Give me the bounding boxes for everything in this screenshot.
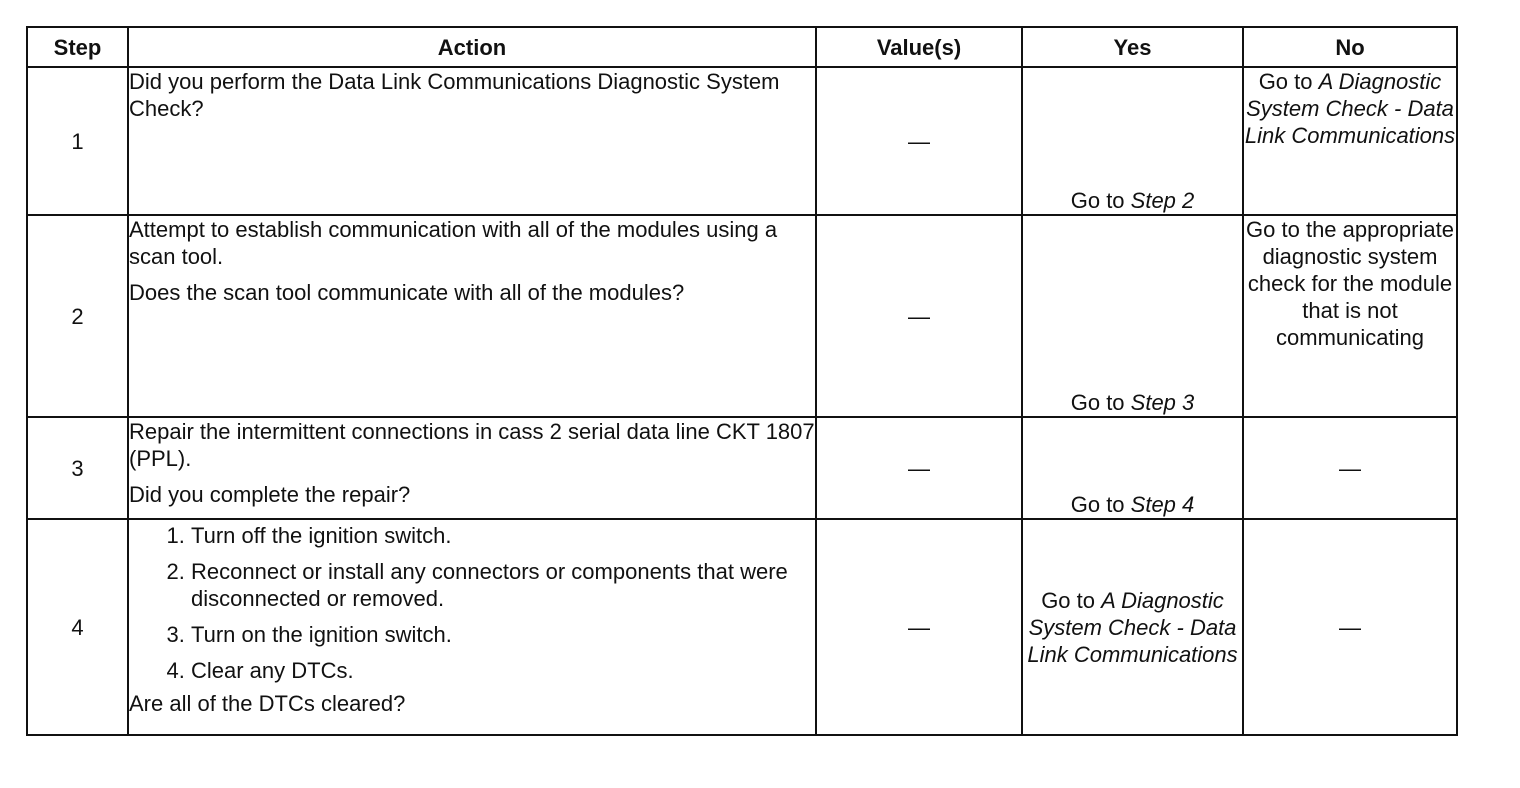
no-cell: [1243, 67, 1457, 215]
table-row: [27, 67, 1457, 215]
no-text: —: [1339, 614, 1361, 640]
no-cell: [1243, 519, 1457, 735]
list-item: 3. Turn on the ignition switch.: [191, 621, 815, 648]
header-no: No: [1243, 27, 1457, 67]
list-item: 1. Turn off the ignition switch.: [191, 522, 815, 549]
value-cell: —: [816, 67, 1022, 215]
yes-text: Go to: [1070, 390, 1131, 415]
no-text: —: [1339, 455, 1361, 481]
yes-cell: [1022, 519, 1243, 735]
header-action: Action: [128, 27, 816, 67]
no-ref: A Diagnostic System Check - Data Link Communications: [1244, 69, 1456, 148]
header-values: Value(s): [816, 27, 1022, 67]
diagnostic-table: [26, 26, 1458, 736]
yes-text: Go to: [1070, 492, 1131, 517]
action-question: Are all of the DTCs cleared?: [129, 691, 406, 716]
yes-text: Go to: [1070, 188, 1131, 213]
yes-text: Go to: [1041, 587, 1102, 613]
yes-cell: [1022, 417, 1243, 519]
action-text: Did you perform the Data Link Communications Diagnostic System Check?: [129, 69, 780, 121]
header-row: [27, 27, 1457, 67]
action-cell: [128, 417, 816, 519]
yes-cell: [1022, 215, 1243, 417]
header-step: Step: [27, 27, 128, 67]
value-cell: —: [816, 519, 1022, 735]
table-row: [27, 215, 1457, 417]
step-number: 4: [27, 519, 128, 735]
action-question: Does the scan tool communicate with all of the modules?: [129, 280, 685, 305]
action-text: Attempt to establish communication with all of the modules using a scan tool.: [129, 217, 778, 269]
action-step-list: [129, 522, 815, 684]
action-cell: [128, 67, 816, 215]
yes-cell: [1022, 67, 1243, 215]
value-cell: —: [816, 215, 1022, 417]
step-number: 3: [27, 417, 128, 519]
list-item: 4. Clear any DTCs.: [191, 657, 815, 684]
no-text: Go to the appropriate diagnostic system check for the module that is not communicating: [1246, 217, 1454, 350]
no-cell: [1243, 215, 1457, 417]
no-text: Go to: [1258, 69, 1319, 94]
yes-ref: Step 3: [1130, 390, 1195, 415]
no-cell: [1243, 417, 1457, 519]
action-cell: [128, 215, 816, 417]
yes-ref: Step 2: [1130, 188, 1195, 213]
action-question: Did you complete the repair?: [129, 482, 411, 507]
action-cell: [128, 519, 816, 735]
step-number: 2: [27, 215, 128, 417]
list-item: 2. Reconnect or install any connectors or components that were disconnected or removed.: [191, 558, 815, 612]
table-row: [27, 519, 1457, 735]
header-yes: Yes: [1022, 27, 1243, 67]
yes-ref: A Diagnostic System Check - Data Link Communications: [1027, 587, 1238, 667]
yes-ref: Step 4: [1130, 492, 1195, 517]
step-number: 1: [27, 67, 128, 215]
value-cell: —: [816, 417, 1022, 519]
table-row: [27, 417, 1457, 519]
action-text: Repair the intermittent connections in cass 2 serial data line CKT 1807 (PPL).: [129, 419, 815, 471]
